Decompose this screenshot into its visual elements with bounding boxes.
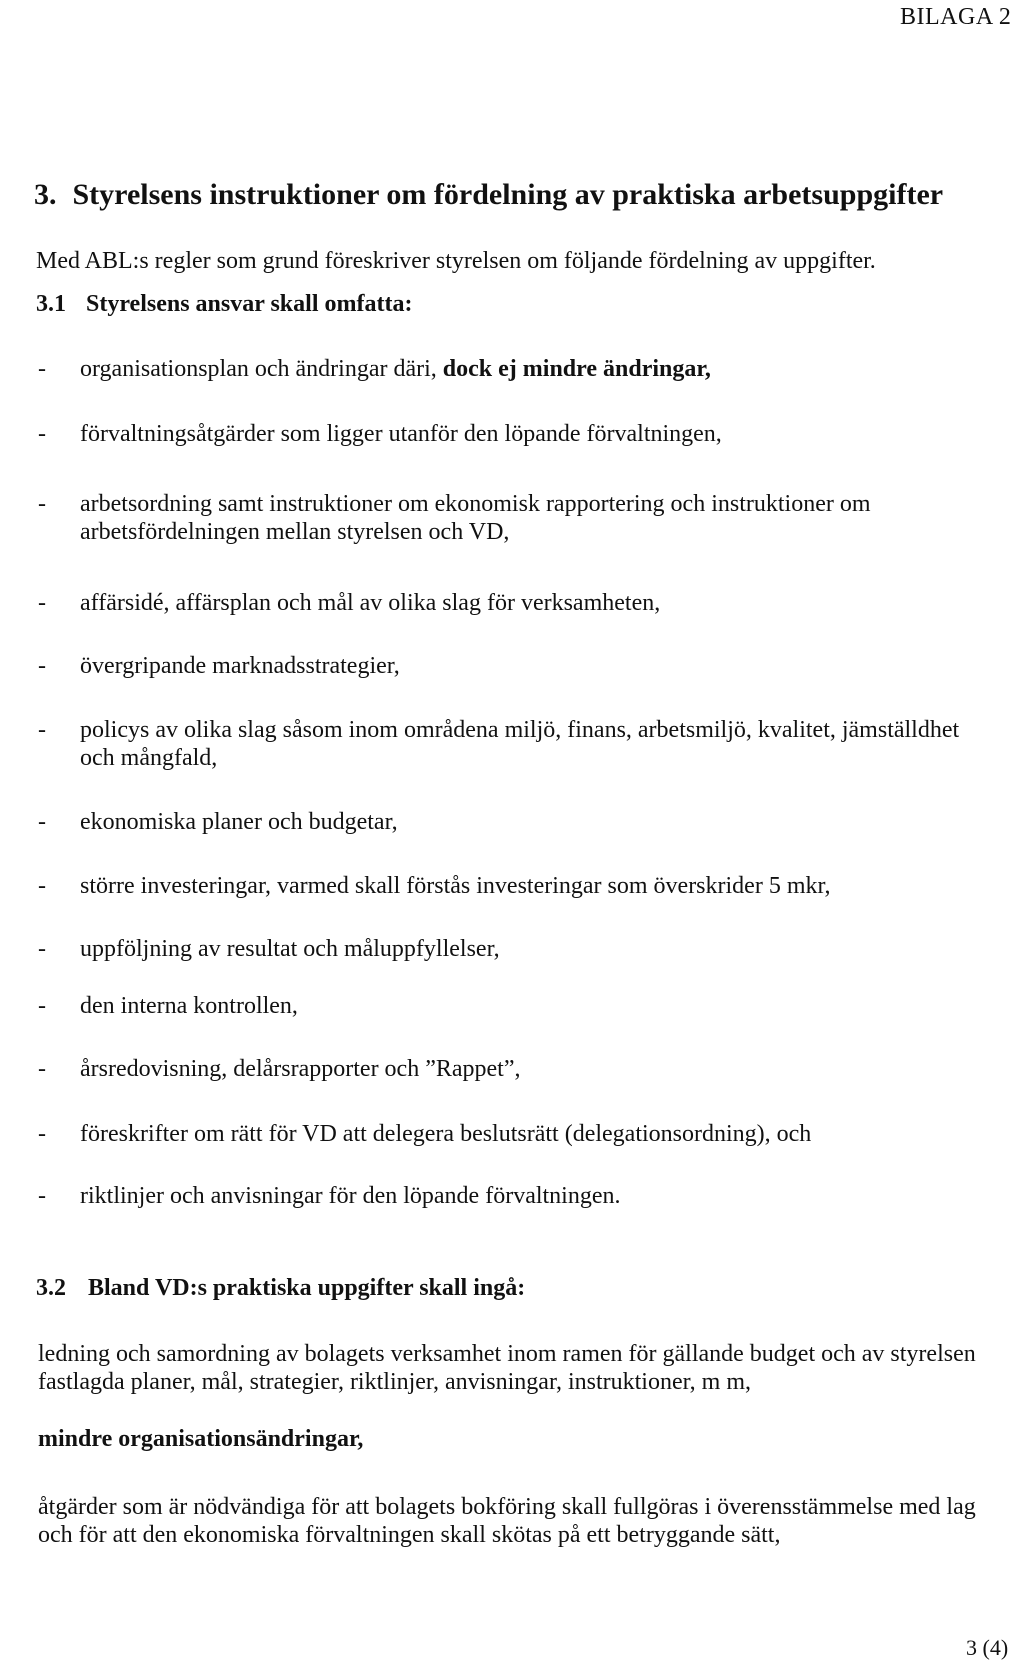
- annex-label: BILAGA 2: [900, 4, 1012, 30]
- bullet-dash: -: [38, 1183, 46, 1209]
- section-heading: [34, 178, 943, 212]
- page-number: 3 (4): [966, 1635, 1009, 1660]
- bullet-dash: -: [38, 590, 46, 616]
- section-intro: Med ABL:s regler som grund föreskriver styrelsen om följande fördelning av uppgifter.: [36, 248, 876, 274]
- list-item-text: förvaltningsåtgärder som ligger utanför den löpande förvaltningen,: [80, 421, 722, 447]
- list-item-text: organisationsplan och ändringar däri,: [80, 356, 443, 382]
- bullet-dash: -: [38, 1121, 46, 1147]
- list-item: [38, 992, 968, 1020]
- bullet-dash: -: [38, 809, 46, 835]
- paragraph: ledning och samordning av bolagets verksamhet inom ramen för gällande budget och av styrelsen fastlagda planer, mål, strategier, riktlinjer, anvisningar, instruktioner, m m,: [38, 1341, 976, 1395]
- subsection-heading: [36, 1275, 525, 1302]
- paragraph: åtgärder som är nödvändiga för att bolagets bokföring skall fullgöras i överensstämmelse med lag och för att den ekonomiska förvaltningen skall skötas på ett betryggande sätt,: [38, 1494, 976, 1548]
- list-item: [38, 420, 968, 448]
- section-title: Styrelsens instruktioner om fördelning av praktiska arbetsuppgifter: [72, 178, 944, 211]
- list-item: [38, 355, 968, 383]
- bullet-dash: -: [38, 356, 46, 382]
- list-item-text: större investeringar, varmed skall förstås investeringar som överskrider 5 mkr,: [80, 873, 831, 899]
- list-item: [38, 1182, 968, 1210]
- list-item-bold-text: dock ej mindre ändringar,: [442, 356, 711, 382]
- bullet-dash: -: [38, 936, 46, 962]
- bullet-dash: -: [38, 993, 46, 1019]
- subsection-number: 3.2: [36, 1275, 66, 1301]
- bullet-dash: -: [38, 873, 46, 899]
- bullet-dash: -: [38, 653, 46, 679]
- list-item-text: föreskrifter om rätt för VD att delegera beslutsrätt (delegationsordning), och: [80, 1121, 812, 1147]
- list-item-text: arbetsordning samt instruktioner om ekonomisk rapportering och instruktioner om arbetsfördelningen mellan styrelsen och VD,: [80, 491, 871, 545]
- subsection-number: 3.1: [36, 291, 66, 317]
- list-item: [38, 716, 968, 772]
- list-item: [38, 1055, 968, 1083]
- list-item-text: ekonomiska planer och budgetar,: [80, 809, 398, 835]
- list-item-text: årsredovisning, delårsrapporter och ”Rappet”,: [80, 1056, 521, 1082]
- subsection-title: Styrelsens ansvar skall omfatta:: [86, 291, 413, 317]
- bullet-dash: -: [38, 491, 46, 517]
- list-item: [38, 1120, 968, 1148]
- list-item-text: riktlinjer och anvisningar för den löpande förvaltningen.: [80, 1183, 621, 1209]
- list-item: [38, 490, 968, 546]
- list-item-text: den interna kontrollen,: [80, 993, 298, 1019]
- bullet-dash: -: [38, 717, 46, 743]
- list-item-text: uppföljning av resultat och måluppfyllelser,: [80, 936, 500, 962]
- list-item: [38, 652, 968, 680]
- list-item: [38, 589, 968, 617]
- section-number: 3.: [34, 178, 57, 211]
- bullet-dash: -: [38, 421, 46, 447]
- list-item-text: övergripande marknadsstrategier,: [80, 653, 400, 679]
- subsection-heading: [36, 291, 412, 318]
- list-item-text: affärsidé, affärsplan och mål av olika slag för verksamheten,: [80, 590, 661, 616]
- bullet-dash: -: [38, 1056, 46, 1082]
- paragraph-bold: mindre organisationsändringar,: [38, 1426, 364, 1452]
- list-item-text: policys av olika slag såsom inom områdena miljö, finans, arbetsmiljö, kvalitet, jämställdhet och mångfald,: [80, 717, 960, 771]
- list-item: [38, 872, 968, 900]
- list-item: [38, 935, 968, 963]
- subsection-title: Bland VD:s praktiska uppgifter skall ingå:: [88, 1275, 526, 1301]
- list-item: [38, 808, 968, 836]
